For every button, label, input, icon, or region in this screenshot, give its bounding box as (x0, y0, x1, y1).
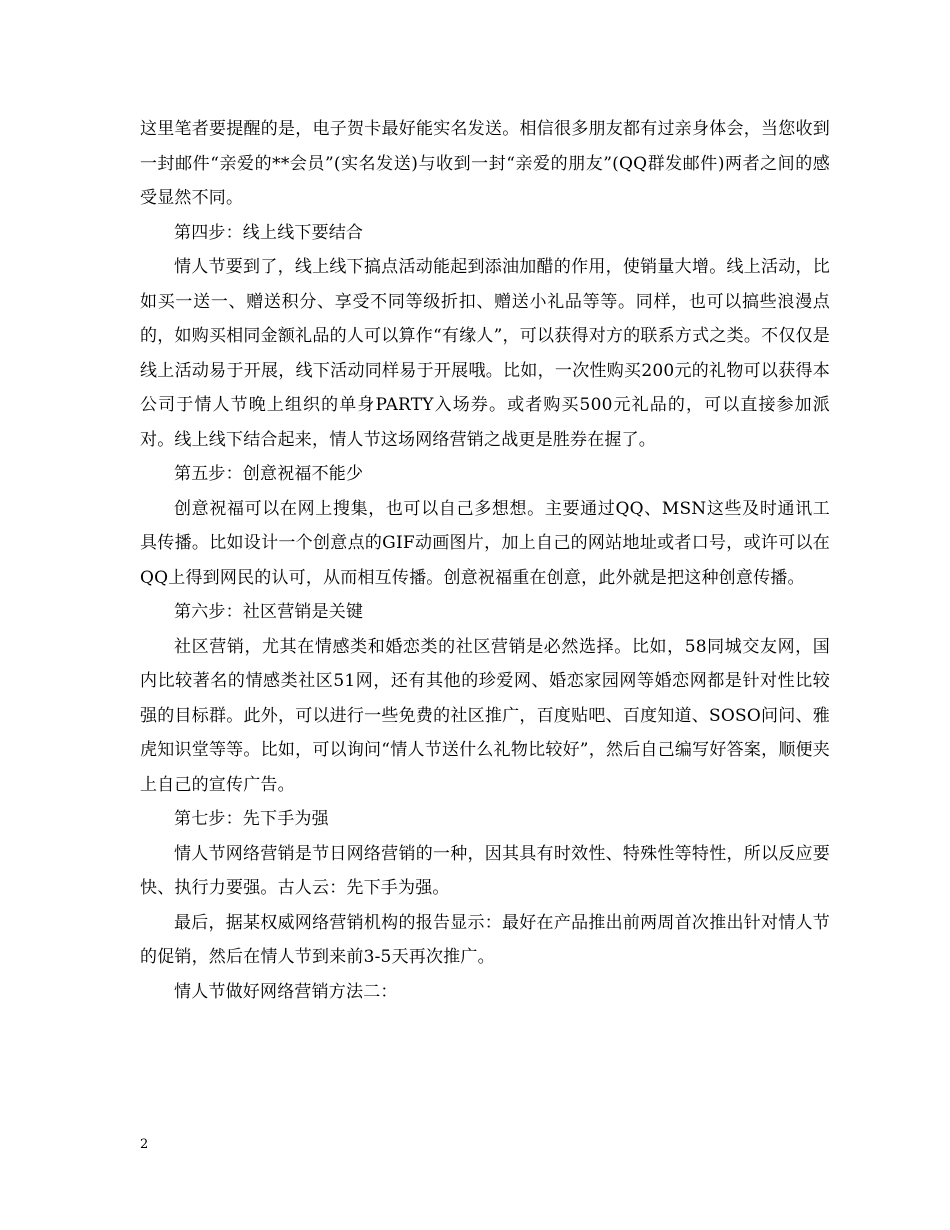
page-number: 2 (140, 1137, 149, 1152)
step-heading: 第五步：创意祝福不能少 (174, 464, 364, 484)
paragraph: 这里笔者要提醒的是，电子贺卡最好能实名发送。相信很多朋友都有过亲身体会，当您收到一封邮件“亲爱的**会员”(实名发送)与收到一封“亲爱的朋友”(QQ群发邮件)两者之间的感受显然不同。 (140, 119, 830, 208)
body-text (140, 112, 830, 1009)
section-heading: 情人节做好网络营销方法二： (174, 981, 398, 1002)
paragraph: 创意祝福可以在网上搜集，也可以自己多想想。主要通过QQ、MSN这些及时通讯工具传播。比如设计一个创意点的GIF动画图片，加上自己的网站地址或者口号，或许可以在QQ上得到网民的认可，从而相互传播。创意祝福重在创意，此外就是把这种创意传播。 (140, 498, 830, 588)
step-heading: 第六步：社区营销是关键 (174, 602, 364, 622)
paragraph: 情人节要到了，线上线下搞点活动能起到添油加醋的作用，使销量大增。线上活动，比如买一送一、赠送积分、享受不同等级折扣、赠送小礼品等等。同样，也可以搞些浪漫点的，如购买相同金额礼品的人可以算作“有缘人”，可以获得对方的联系方式之类。不仅仅是线上活动易于开展，线下活动同样易于开展哦。比如，一次性购买200元的礼物可以获得本公司于情人节晚上组织的单身PARTY入场券。或者购买500元礼品的，可以直接参加派对。线上线下结合起来，情人节这场网络营销之战更是胜券在握了。 (140, 257, 830, 450)
paragraph: 最后，据某权威网络营销机构的报告显示：最好在产品推出前两周首次推出针对情人节的促销，然后在情人节到来前3-5天再次推广。 (140, 912, 830, 967)
paragraph: 情人节网络营销是节日网络营销的一种，因其具有时效性、特殊性等特性，所以反应要快、执行力要强。古人云：先下手为强。 (140, 843, 830, 898)
step-heading: 第七步：先下手为强 (174, 809, 329, 829)
paragraph: 社区营销，尤其在情感类和婚恋类的社区营销是必然选择。比如，58同城交友网，国内比较著名的情感类社区51网，还有其他的珍爱网、婚恋家园网等婚恋网都是针对性比较强的目标群。此外，可以进行一些免费的社区推广，百度贴吧、百度知道、SOSO问问、雅虎知识堂等等。比如，可以询问“情人节送什么礼物比较好”，然后自己编写好答案，顺便夹上自己的宣传广告。 (140, 636, 830, 795)
step-heading: 第四步：线上线下要结合 (174, 222, 364, 243)
